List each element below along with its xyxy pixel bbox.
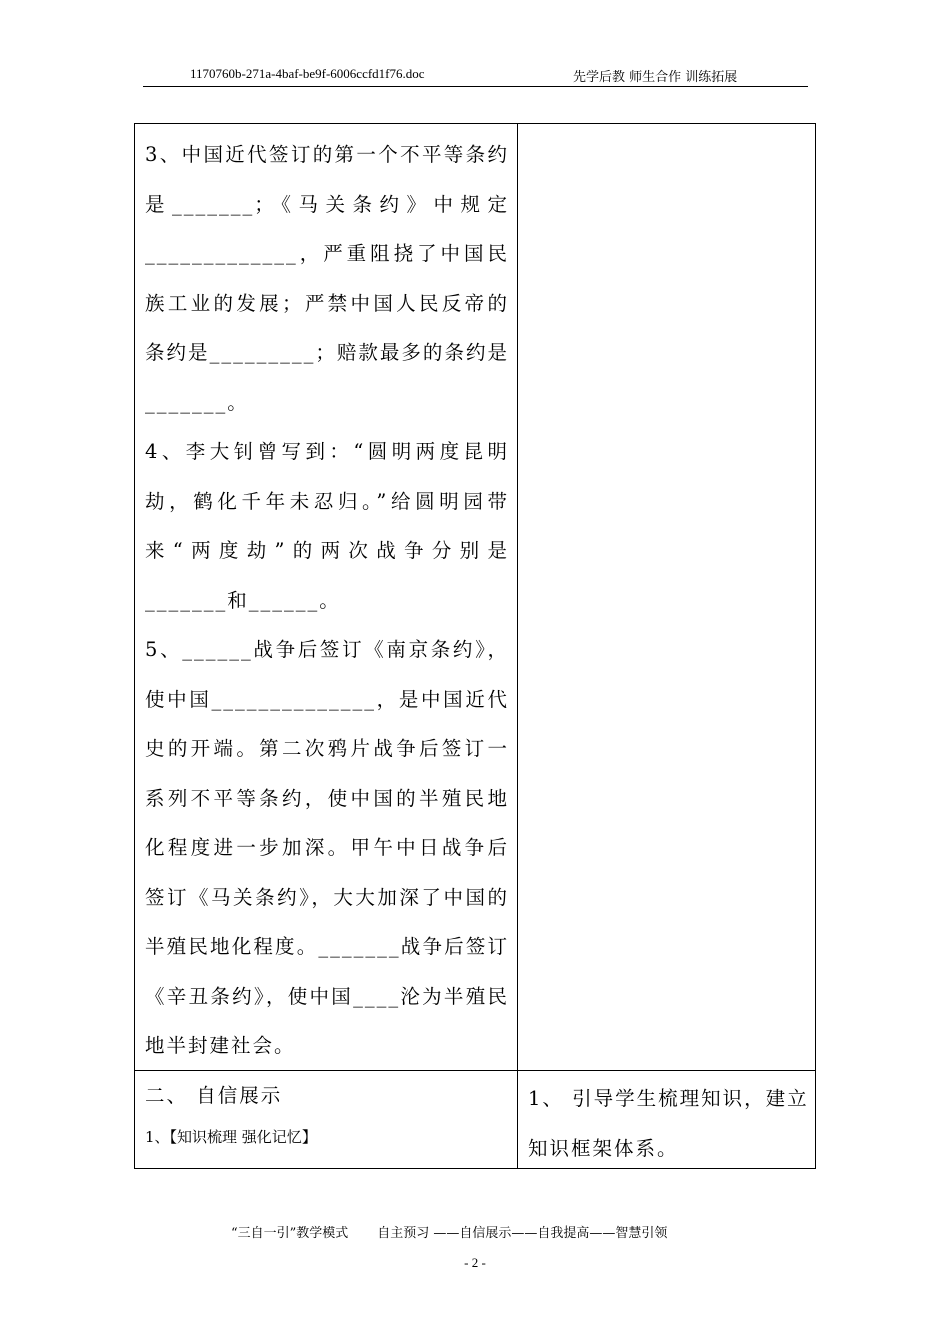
table-column-divider — [517, 124, 518, 1168]
question-3: 3、中国近代签订的第一个不平等条约是_______；《马关条约》中规定_____________，严重阻挠了中国民族工业的发展；严禁中国人民反帝的条约是_________；赔款最多的条约是_______。 — [145, 143, 509, 414]
lesson-table — [134, 123, 816, 1169]
section-title: 二、 自信展示 — [145, 1084, 283, 1107]
question-5: 5、______战争后签订《南京条约》，使中国______________，是中国近代史的开端。第二次鸦片战争后签订一系列不平等条约，使中国的半殖民地化程度进一步加深。甲午中日战争后签订《马关条约》，大大加深了中国的半殖民地化程度。_______战争后签订《辛丑条约》，使中国____沦为半殖民地半封建社会。 — [145, 638, 509, 1057]
header-slogan: 先学后教 师生合作 训练拓展 — [573, 70, 738, 85]
header-rule — [143, 86, 808, 87]
guide-cell — [528, 1074, 812, 1174]
guide-item-1: 1、 引导学生梳理知识，建立知识框架体系。 — [528, 1087, 809, 1160]
section-item-1: 1、【知识梳理 强化记忆】 — [145, 1128, 317, 1146]
question-4: 4、李大钊曾写到：“圆明两度昆明劫，鹤化千年未忍归。”给圆明园带来“两度劫”的两次战争分别是_______和______。 — [145, 440, 509, 612]
section-cell — [145, 1074, 509, 1150]
exercise-cell — [145, 130, 509, 1071]
footer-teaching-mode: “三自一引”教学模式 自主预习 ——自信展示——自我提高——智慧引领 — [231, 1226, 668, 1241]
header-filename: 1170760b-271a-4baf-be9f-6006ccfd1f76.doc — [190, 66, 425, 81]
page-number: - 2 - — [464, 1255, 486, 1270]
